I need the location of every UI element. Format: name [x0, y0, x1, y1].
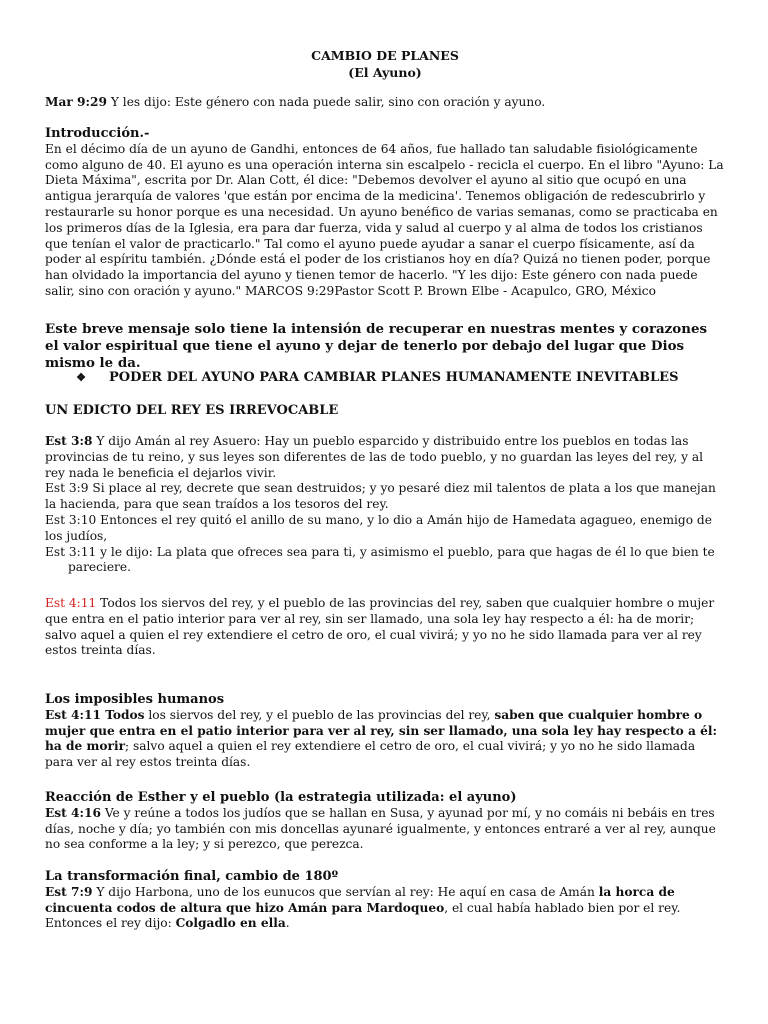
reaction-section [45, 790, 725, 853]
verse-text: Y les dijo: Este género con nada puede salir, sino con oración y ayuno. [107, 95, 546, 109]
verse-text: Si place al rey, decrete que sean destruidos; y yo pesaré diez mil talentos de plata a los que manejan la hacienda, para que sean traídos a los tesoros del rey. [45, 481, 716, 512]
bullet-text: PODER DEL AYUNO PARA CAMBIAR PLANES HUMANAMENTE INEVITABLES [109, 370, 679, 385]
document-title [45, 47, 725, 81]
introduction-heading: Introducción.- [45, 126, 150, 141]
transformation-verse [45, 885, 725, 932]
verse-reference: Mar 9:29 [45, 95, 107, 109]
verse-reference: Est 3:10 [45, 512, 97, 527]
impossibles-heading: Los imposibles humanos [45, 692, 225, 707]
verse-reference: Est 7:9 [45, 884, 93, 899]
intro-verse [45, 95, 725, 111]
reaction-heading: Reacción de Esther y el pueblo (la estrategia utilizada: el ayuno) [45, 790, 517, 805]
title-line-1: CAMBIO DE PLANES [311, 48, 459, 63]
section-bullet [45, 370, 725, 386]
transformation-heading: La transformación final, cambio de 180º [45, 869, 339, 884]
verse-emphasis: la horca de cincuenta codos de altura que hizo Amán para Mardoqueo [45, 884, 675, 915]
impossibles-section [45, 692, 725, 771]
impossibles-verse [45, 708, 725, 771]
verse-text: Y dijo Harbona, uno de los eunucos que servían al rey: He aquí en casa de Amán [92, 884, 599, 899]
verse-est-4-11 [45, 596, 725, 659]
verse-reference: Est 4:11 [45, 596, 97, 610]
verse-text: . [285, 916, 290, 931]
title-line-2: (El Ayuno) [348, 65, 422, 80]
verse-reference: Est 3:8 [45, 434, 93, 448]
verse-emphasis: Todos [100, 707, 145, 722]
verse-reference: Est 4:16 [45, 805, 101, 820]
transformation-section [45, 869, 725, 932]
verse-reference: Est 3:11 [45, 544, 97, 559]
verse-est-3-9 [45, 481, 725, 513]
verse-text: , el cual había hablado bien por el rey. Entonces el rey dijo: [45, 900, 681, 931]
diamond-bullet-icon: ❖ [76, 371, 86, 384]
verse-est-3-10 [45, 513, 725, 545]
edict-verses [45, 434, 725, 576]
verse-text: ; salvo aquel a quien el rey extendiere el cetro de oro, el cual vivirá; y yo no he sido llamada para ver al rey estos treinta días. [45, 739, 696, 770]
edict-heading: UN EDICTO DEL REY ES IRREVOCABLE [45, 403, 339, 418]
verse-reference: Est 4:11 [45, 707, 101, 722]
verse-est-3-11 [45, 545, 725, 577]
verse-emphasis: saben que cualquier hombre o mujer que entra en el patio interior para ver al rey, sin ser llamado, una sola ley hay respecto a él: ha de morir [45, 707, 717, 754]
verse-emphasis: Colgadlo en ella [175, 916, 286, 931]
verse-text: y le dijo: La plata que ofreces sea para ti, y asimismo el pueblo, para que hagas de él lo que bien te pareciere. [68, 544, 715, 575]
introduction-body: En el décimo día de un ayuno de Gandhi, entonces de 64 años, fue hallado tan saludable fisiológicamente como alguno de 40. El ayuno es una operación interna sin escalpelo - recicla el cuerpo. En el libro "Ayuno: La Dieta Máxima", escrita por Dr. Alan Cott, él dice: "Debemos devolver el ayuno al sitio que ocupó en una antigua jerarquía de valores 'que están por encima de la medicina'. Tenemos obligación de redescubrirlo y restaurarle su honor porque es una necesidad. Un ayuno benéfico de varias semanas, como se practicaba en los primeros días de la Iglesia, era para dar fuerza, vida y salud al cuerpo y al alma de todos los cristianos que tenían el valor de practicarlo." Tal como el ayuno puede ayudar a sanar el cuerpo físicamente, así da poder al espíritu también. ¿Dónde está el poder de los cristianos hoy en día? Quizá no tienen poder, porque han olvidado la importancia del ayuno y tienen temor de hacerlo. "Y les dijo: Este género con nada puede salir, sino con oración y ayuno." MARCOS 9:29Pastor Scott P. Brown Elbe - Acapulco, GRO, México [45, 141, 724, 298]
verse-text: Y dijo Amán al rey Asuero: Hay un pueblo esparcido y distribuido entre los pueblos en todas las provincias de tu reino, y sus leyes son diferentes de las de todo pueblo, y no guardan las leyes del rey, y al rey nada le beneficia el dejarlos vivir. [45, 434, 703, 480]
reaction-verse [45, 806, 725, 853]
verse-reference: Est 3:9 [45, 481, 89, 496]
introduction-section [45, 126, 725, 300]
verse-text: los siervos del rey, y el pueblo de las provincias del rey, [144, 707, 495, 722]
purpose-statement: Este breve mensaje solo tiene la intensión de recuperar en nuestras mentes y corazones el valor espiritual que tiene el ayuno y dejar de tenerlo por debajo del lugar que Dios mismo le da. [45, 321, 707, 371]
verse-text: Todos los siervos del rey, y el pueblo de las provincias del rey, saben que cualquier hombre o mujer que entra en el patio interior para ver al rey, sin ser llamado, una sola ley hay respecto a él: ha de morir; salvo aquel a quien el rey extendiere el cetro de oro, el cual vivirá; y yo no he sido llamada para ver al rey estos treinta días. [45, 596, 715, 658]
verse-est-3-8 [45, 434, 725, 481]
verse-text: Entonces el rey quitó el anillo de su mano, y lo dio a Amán hijo de Hamedata agagueo, enemigo de los judíos, [45, 512, 712, 543]
verse-text: Ve y reúne a todos los judíos que se hallan en Susa, y ayunad por mí, y no comáis ni bebáis en tres días, noche y día; yo también con mis doncellas ayunaré igualmente, y entonces entraré a ver al rey, aunque no sea conforme a la ley; y si perezco, que perezca. [45, 805, 716, 852]
